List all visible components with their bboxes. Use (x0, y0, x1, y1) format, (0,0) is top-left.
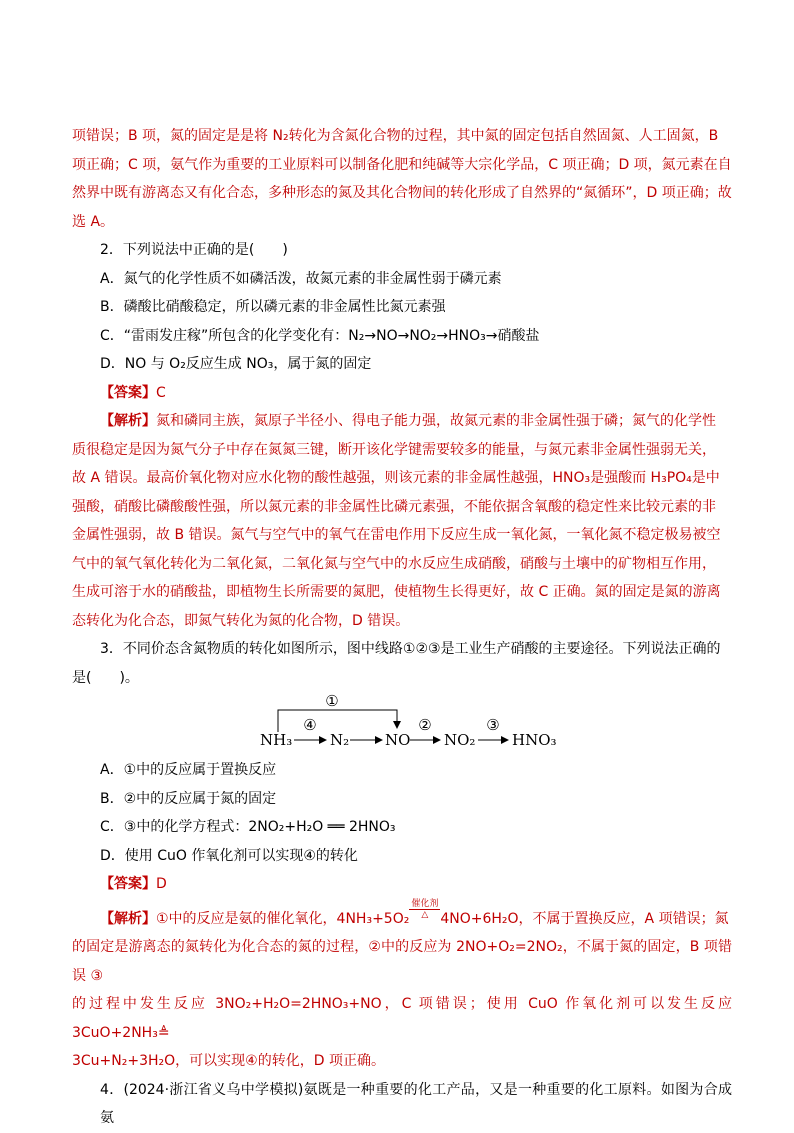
analysis-label: 【解析】 (100, 910, 156, 927)
nitrogen-conversion-diagram (72, 692, 732, 756)
option-a: A．①中的反应属于置换反应 (100, 762, 277, 778)
text-line: 然界中既有游离态又有化合态，多种形态的氮及其化合物间的转化形成了自然界的“氮循环”，D 项正确；故 (72, 185, 732, 201)
analysis-text: ①中的反应是氨的催化氧化，4NH₃+5O₂ (156, 910, 410, 927)
analysis-text: 4NO+6H₂O，不属于置换反应，A 项错误；氮 (440, 910, 729, 927)
species-nh3: NH₃ (260, 731, 293, 749)
answer-value: C (156, 384, 166, 401)
answer-label: 【答案】 (100, 876, 156, 892)
route-label-2: ② (418, 716, 432, 734)
option-d: D．使用 CuO 作氧化剂可以实现④的转化 (100, 847, 358, 864)
route-label-4: ④ (303, 716, 317, 734)
answer-line (72, 870, 732, 899)
analysis-line: 故 A 错误。最高价氧化物对应水化物的酸性越强，则该元素的非金属性越强，HNO₃是强酸而 H₃PO₄是中 (72, 470, 720, 486)
text-line: 项正确；C 项，氨气作为重要的工业原料可以制备化肥和纯碱等大宗化学品，C 项正确；D 项，氮元素在自 (72, 156, 732, 173)
species-no2: NO₂ (444, 731, 476, 749)
option-d: D．NO 与 O₂反应生成 NO₃，属于氮的固定 (100, 356, 372, 372)
analysis-line: 金属性强弱，故 B 错误。氮气与空气中的氧气在雷电作用下反应生成一氧化氮，一氧化氮不稳定极易被空 (72, 527, 721, 543)
route-label-1: ① (325, 692, 339, 710)
analysis-line: 3Cu+N₂+3H₂O，可以实现④的转化，D 项正确。 (72, 1053, 385, 1069)
analysis-line: 态转化为化合态，即氮气转化为氮的化合物，D 错误。 (72, 612, 410, 629)
analysis-line: 质很稳定是因为氮气分子中存在氮氮三键，断开该化学键需要较多的能量，与氮元素非金属性强弱无关， (72, 441, 716, 458)
answer-value: D (156, 876, 167, 892)
text-line: 项错误；B 项，氮的固定是是将 N₂转化为含氮化合物的过程，其中氮的固定包括自然固氮、人工固氮，B (72, 128, 719, 144)
text-line: 选 A。 (72, 213, 115, 230)
question-stem: 3．不同价态含氮物质的转化如图所示，图中线路①②③是工业生产硝酸的主要途径。下列说法正确的 (100, 641, 721, 657)
question-stem: 4．(2024·浙江省义乌中学模拟)氨既是一种重要的化工产品，又是一种重要的化工原料。如图为合成氨 (100, 1081, 732, 1126)
answer-line (72, 379, 732, 408)
question-2 (72, 236, 732, 635)
option-b: B．②中的反应属于氮的固定 (100, 790, 277, 807)
species-no: NO (385, 731, 411, 749)
analysis-line: 气中的氧气氧化转化为二氧化氮，二氧化氮与空气中的水反应生成硝酸，硝酸与土壤中的矿物相互作用， (72, 555, 716, 572)
option-a: A．氮气的化学性质不如磷活泼，故氮元素的非金属性弱于磷元素 (100, 270, 502, 287)
question-4 (72, 1076, 732, 1133)
option-c: C．③中的化学方程式：2NO₂+H₂O ══ 2HNO₃ (100, 819, 396, 835)
analysis-line (72, 899, 732, 934)
catalyst-condition (409, 899, 440, 920)
answer-label: 【答案】 (100, 384, 156, 401)
document-page (72, 122, 732, 1133)
analysis-line (72, 407, 732, 436)
heat-symbol: △ (421, 909, 429, 920)
analysis-line: 强酸，硝酸比磷酸酸性强，所以氮元素的非金属性比磷元素强，不能依据含氧酸的稳定性来比较元素的非 (72, 498, 716, 515)
analysis-label: 【解析】 (100, 413, 156, 429)
question-3 (72, 635, 732, 1076)
species-n2: N₂ (330, 731, 350, 749)
question-stem: 2．下列说法中正确的是( ) (100, 242, 288, 258)
diagram-svg (72, 692, 732, 756)
analysis-line: 生成可溶于水的硝酸盐，即植物生长所需要的氮肥，使植物生长得更好，故 C 正确。氮的固定是氮的游离 (72, 584, 721, 600)
analysis-text: 氮和磷同主族，氮原子半径小、得电子能力强，故氮元素的非金属性强于磷；氮气的化学性 (156, 413, 716, 429)
species-hno3: HNO₃ (512, 731, 557, 749)
catalyst-text: 催化剂 (411, 898, 439, 909)
q1-analysis-continued (72, 122, 732, 236)
option-c: C．“雷雨发庄稼”所包含的化学变化有：N₂→NO→NO₂→HNO₃→硝酸盐 (100, 327, 540, 344)
route-label-3: ③ (486, 716, 500, 734)
analysis-line: 的过程中发生反应 3NO₂+H₂O=2HNO₃+NO，C 项错误；使用 CuO 作氧化剂可以发生反应 3CuO+2NH₃≜ (72, 996, 732, 1041)
option-b: B．磷酸比硝酸稳定，所以磷元素的非金属性比氮元素强 (100, 299, 446, 315)
question-stem: 是( )。 (72, 669, 139, 686)
arrow-route-1 (278, 710, 397, 732)
analysis-line: 的固定是游离态的氮转化为化合态的氮的过程，②中的反应为 2NO+O₂=2NO₂，不属于氮的固定，B 项错误 ③ (72, 939, 732, 984)
